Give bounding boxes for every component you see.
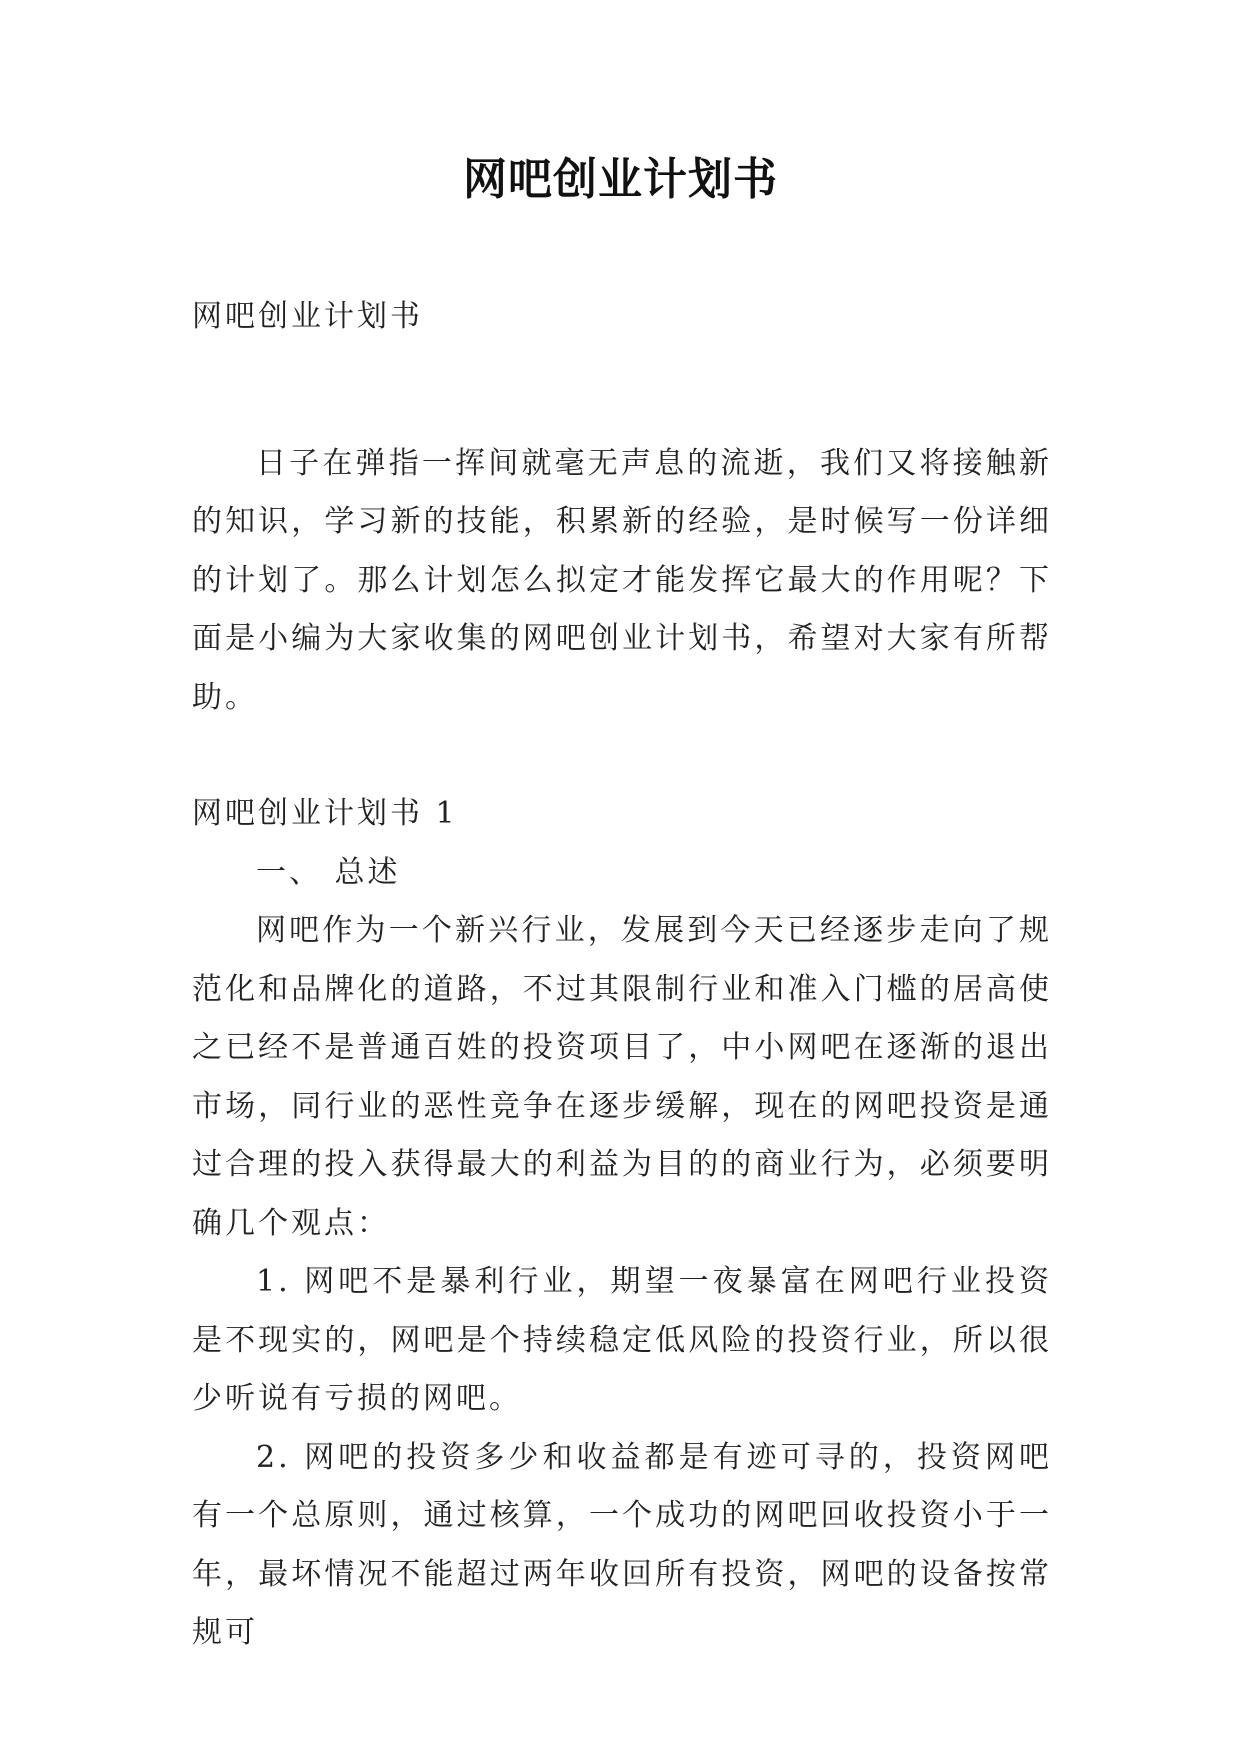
document-title: 网吧创业计划书	[463, 154, 778, 205]
document-subtitle: 网吧创业计划书	[192, 299, 423, 334]
body-paragraph: 2. 网吧的投资多少和收益都是有迹可寻的，投资网吧有一个总原则，通过核算，一个成功的网吧回收投资小于一年，最坏情况不能超过两年收回所有投资，网吧的设备按常规可	[192, 1439, 1052, 1650]
body-paragraph: 1. 网吧不是暴利行业，期望一夜暴富在网吧行业投资是不现实的，网吧是个持续稳定低风险的投资行业，所以很少听说有亏损的网吧。	[192, 1264, 1052, 1416]
document-body	[192, 288, 1052, 1663]
section-heading: 网吧创业计划书 1	[192, 796, 458, 831]
spacer	[192, 347, 1052, 435]
body-paragraph: 网吧作为一个新兴行业，发展到今天已经逐步走向了规范化和品牌化的道路，不过其限制行业和准入门槛的居高使之已经不是普通百姓的投资项目了，中小网吧在逐渐的退出市场，同行业的恶性竞争在逐步缓解，现在的网吧投资是通过合理的投入获得最大的利益为目的的商业行为，必须要明确几个观点：	[192, 913, 1052, 1241]
section-subheading: 一、 总述	[256, 854, 401, 890]
intro-paragraph: 日子在弹指一挥间就毫无声息的流逝，我们又将接触新的知识，学习新的技能，积累新的经验，是时候写一份详细的计划了。那么计划怎么拟定才能发挥它最大的作用呢？下面是小编为大家收集的网吧创业计划书，希望对大家有所帮助。	[192, 445, 1052, 715]
spacer	[192, 727, 1052, 785]
